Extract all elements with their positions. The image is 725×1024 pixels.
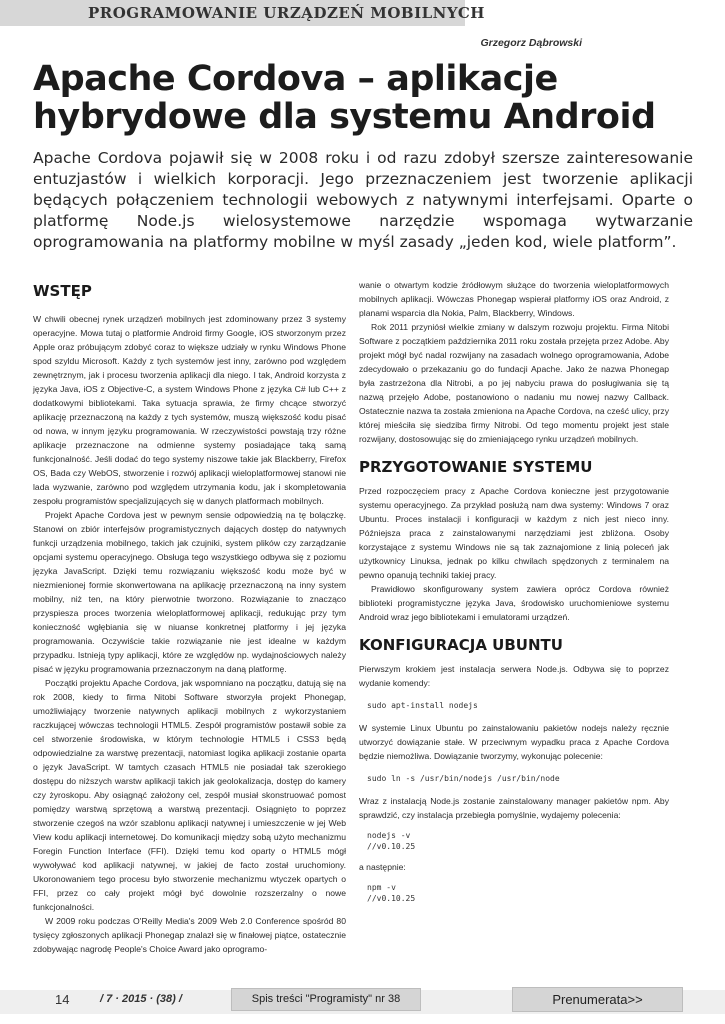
author-name: Grzegorz Dąbrowski (480, 37, 582, 49)
page-number: 14 (55, 992, 70, 1007)
paragraph: wanie o otwartym kodzie źródłowym służące do tworzenia wieloplatformowych mobilnych aplikacji. Wówczas Phonegap wspierał platformy iOS oraz Android, z planami wsparcia dla Nokia, Palm, Blackberry, Windows. (359, 280, 669, 318)
paragraph: Przed rozpoczęciem pracy z Apache Cordova konieczne jest przygotowanie systemu operacyjnego. Za przykład posłużą nam dwa systemy: Windows 7 oraz Ubuntu. Proces instalacji i konfiguracji w każdym z nich jest nieco inny. Późniejsza praca z zainstalowanymi narzędziami jest zbliżona. Osoby korzystające z systemu Windows nie są tak zaznajomione z linią poleceń jak użytkownicy Linuksa, jednak po kilku chwilach spędzonych z terminalem na pewno opanują techniki takiej pracy. (359, 486, 669, 580)
paragraph: Wraz z instalacją Node.js zostanie zainstalowany manager pakietów npm. Aby sprawdzić, czy instalacja przebiegła pomyślnie, wydajemy polecenia: (359, 796, 669, 820)
paragraph: Pierwszym krokiem jest instalacja serwera Node.js. Odbywa się to poprzez wydanie komendy: (359, 664, 669, 688)
code-block: sudo apt-install nodejs (367, 701, 478, 710)
subscribe-button[interactable]: Prenumerata>> (512, 987, 683, 1012)
right-column (359, 278, 669, 904)
heading-system-prep: PRZYGOTOWANIE SYSTEMU (359, 458, 593, 476)
paragraph: a następnie: (359, 862, 406, 872)
paragraph: Początki projektu Apache Cordova, jak wspomniano na początku, datują się na rok 2008, kiedy to firma Nitobi Software stworzyła projekt Phonegap, umożliwiający tworzenie natywnych aplikacji mobilnych z wykorzystaniem raczkującej wówczas technologii HTML5. Zespół programistów postawił sobie za cel stworzenie środowiska, w którym technologie HTML5 i CSS3 będą odpowiedzialne za warstwę prezentacji, natomiast logika aplikacji zostanie oparta o język JavaScript. W tamtych czasach HTML5 nie posiadał tak szerokiego dostępu do niższych warstw aplikacji takich jak geolokalizacja, dostęp do kamery czy żyroskopu. Aby osiągnąć założony cel, zespół musiał skonstruować pomost pomiędzy warstwą sprzętową a warstwą prezentacji. Osiągnięto to poprzez stworzenie czegoś na wzór szablonu aplikacji natywnej i umieszczenie w jej Web View kodu aplikacji internetowej. Do komunikacji między sobą użyto mechanizmu Foregin Function Interface (FFI). Dzięki temu kod oparty o HTML5 mógł wywoływać kod aplikacji natywnej, w jakiej de facto został uruchomiony. Ukoronowaniem tego procesu było stworzenie mechanizmu wtyczek opartych o FFI, przez co cały projekt mógł być dowolnie rozszerzalny o nowe funkcjonalności. (33, 678, 346, 912)
article-lead: Apache Cordova pojawił się w 2008 roku i od razu zdobył szersze zainteresowanie entuzjastów i wielkich korporacji. Jego przeznaczeniem jest tworzenie aplikacji będących połączeniem technologii webowych z natywnymi interfejsami. Oparte o platformę Node.js wielosystemowe narzędzie wspomaga wytwarzanie oprogramowania na platformy mobilne w myśl zasady „jeden kod, wiele platform”. (33, 149, 693, 251)
section-title: PROGRAMOWANIE URZĄDZEŃ MOBILNYCH (88, 4, 485, 22)
article-title: Apache Cordova – aplikacje hybrydowe dla systemu Android (33, 59, 656, 137)
paragraph: Prawidłowo skonfigurowany system zawiera oprócz Cordova również biblioteki programistyczne języka Java, środowisko uruchomieniowe systemu Android wraz jego bibliotekami i emulatorami urządzeń. (359, 584, 669, 622)
paragraph: Projekt Apache Cordova jest w pewnym sensie odpowiedzią na tę bolączkę. Stanowi on zbiór interfejsów programistycznych dających dostęp do natywnych funkcji urządzenia mobilnego, takich jak czujniki, system plików czy zarządzanie opcjami systemu operacyjnego. Obsługa tego wszystkiego odbywa się z poziomu języka JavaScript. Dzięki temu rozwiązaniu większość kodu może być w niezmienionej formie skonwertowana na aplikację przeznaczoną na inny system mobilny, niż ten, na który pierwotnie tworzono. Rozwiązanie to znacząco przyspiesza proces tworzenia wieloplatformowej aplikacji, redukując przy tym konieczność wgłębiania się w niuanse konkretnej platformy i jej języka programowania. Oczywiście takie rozwiązanie nie jest idealne w każdym przypadku. Istnieją typy aplikacji, które ze względów np. wydajnościowych należy pisać w języku programowania przeznaczonym na daną platformę. (33, 510, 346, 674)
paragraph: W chwili obecnej rynek urządzeń mobilnych jest zdominowany przez 3 systemy operacyjne. Mowa tutaj o platformie Android firmy Google, iOS stworzonym przez Apple oraz próbującym zdobyć coraz to większe udziały w rynku Windows Phone spod szyldu Microsoft. Każdy z tych systemów jest inny, zarówno pod względem zewnętrznym, jak i procesu tworzenia aplikacji dla niego. I tak, Android korzysta z języka Java, iOS z Objective-C, a system Windows Phone z języka C# lub C++ z dodatkowymi bibliotekami. Taka sytuacja sprawia, że firmy chcące stworzyć aplikację przeznaczoną na każdy z tych systemów, muszą większość kodu pisać od nowa, w innym języku programowania. W rzeczywistości powstają trzy różne aplikacje przeznaczone na odmienne systemy posiadające taką samą funkcjonalność. Jeśli dodać do tego systemy niszowe takie jak Blackberry, Firefox OS, Bada czy WebOS, stworzenie i rozwój aplikacji wieloplatformowej stanowi nie lada wyzwanie, zarówno pod względem utrzymania kodu, jak i skompletowania zespołu programistów specjalizujących się w danych platformach mobilnych. (33, 314, 346, 506)
heading-ubuntu-config: KONFIGURACJA UBUNTU (359, 636, 563, 654)
left-column (33, 278, 346, 956)
heading-intro: WSTĘP (33, 282, 92, 300)
section-header (0, 0, 725, 30)
issue-number: / 7 · 2015 · (38) / (100, 993, 182, 1005)
code-block: npm -v //v0.10.25 (367, 883, 416, 903)
paragraph: W 2009 roku podczas O'Reilly Media's 2009 Web 2.0 Conference spośród 80 tysięcy zgłoszonych aplikacji Phonegap znalazł się w finałowej piątce, ostatecznie zdobywając nagrodę People's Choice Award jako oprogramo- (33, 916, 346, 954)
code-block: sudo ln -s /usr/bin/nodejs /usr/bin/node (367, 774, 560, 783)
code-block: nodejs -v //v0.10.25 (367, 831, 416, 851)
paragraph: Rok 2011 przyniósł wielkie zmiany w dalszym rozwoju projektu. Firma Nitobi Software z początkiem października 2011 roku została przejęta przez Adobe. Aby projekt mógł być nadal rozwijany na zasadach wolnego oprogramowania, Adobe zdecydowało o przekazaniu go do fundacji Apache. Jako że nazwa Phonegap była zastrzeżona dla Nitrobi, a po jej nabyciu prawa do posługiwania się tą nazwą przejęło Adobe, postanowiono o nadaniu mu nowej nazwy Callback. Ostatecznie nazwa ta została zmieniona na Apache Cordova, na cześć ulicy, przy której mieściła się siedziba firmy Nitrobi. Od tego momentu projekt jest stale rozwijany, dostosowując się do zmieniającego rynku urządzeń mobilnych. (359, 322, 669, 444)
paragraph: W systemie Linux Ubuntu po zainstalowaniu pakietów nodejs należy ręcznie utworzyć dowiązanie stałe. W przeciwnym wypadku praca z Apache Cordova będzie niemożliwa. Dowiązanie tworzymy, wykonując polecenie: (359, 723, 669, 761)
table-of-contents-button[interactable]: Spis treści "Programisty" nr 38 (231, 988, 421, 1011)
